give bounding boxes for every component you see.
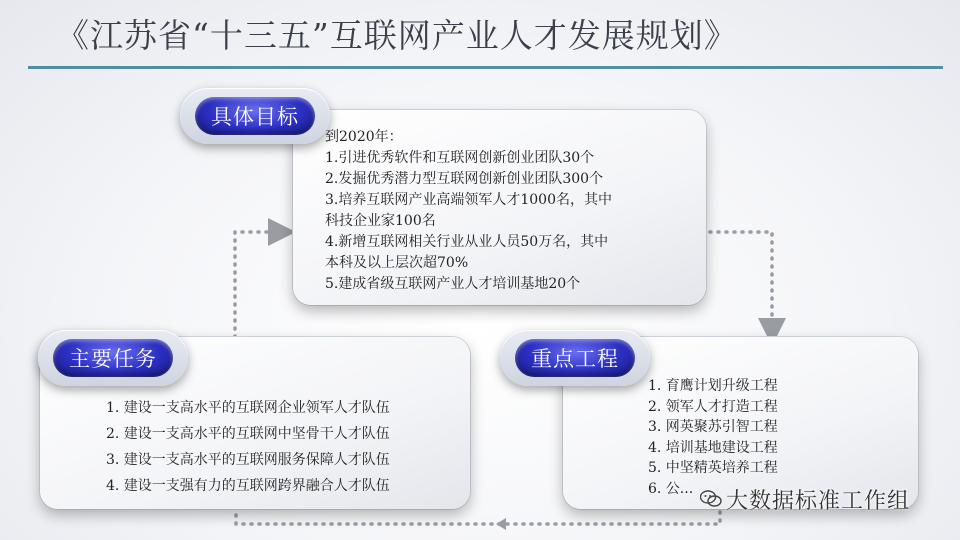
projects-line: 2. 领军人才打造工程 [648, 398, 778, 415]
arrow-bottom-mid [496, 518, 506, 530]
goals-line: 1.引进优秀软件和互联网创新创业团队30个 [325, 150, 595, 166]
goals-line: 5.建成省级互联网产业人才培训基地20个 [325, 276, 581, 292]
goals-line: 到2020年： [325, 129, 403, 145]
tasks-line: 2. 建设一支高水平的互联网中坚骨干人才队伍 [106, 426, 390, 442]
goals-badge-label: 具体目标 [195, 97, 315, 135]
goals-line: 2.发掘优秀潜力型互联网创新创业团队300个 [325, 171, 604, 187]
tasks-badge-label: 主要任务 [53, 339, 173, 377]
tasks-line: 4. 建设一支强有力的互联网跨界融合人才队伍 [106, 478, 390, 494]
tasks-list [106, 395, 390, 499]
projects-list [648, 376, 778, 499]
goals-line: 3.培养互联网产业高端领军人才1000名，其中 [325, 192, 612, 208]
tasks-line: 1. 建设一支高水平的互联网企业领军人才队伍 [106, 400, 390, 416]
watermark: 大数据标准工作组 [726, 489, 911, 514]
tasks-badge [38, 330, 188, 386]
page-title: 《江苏省“十三五”互联网产业人才发展规划》 [56, 16, 738, 55]
projects-line: 5. 中坚精英培养工程 [648, 460, 778, 476]
projects-badge [500, 330, 650, 386]
connector-goals-to-projects [710, 232, 772, 332]
goals-line: 4.新增互联网相关行业从业人员50万名，其中 [325, 234, 609, 250]
projects-line: 1. 育鹰计划升级工程 [648, 378, 778, 394]
projects-line: 6. 公... [648, 480, 694, 497]
connector-projects-to-tasks [236, 512, 720, 524]
wechat-icon [700, 490, 722, 508]
projects-line: 3. 网英聚苏引智工程 [648, 419, 778, 435]
projects-line: 4. 培训基地建设工程 [648, 439, 778, 456]
projects-badge-label: 重点工程 [515, 339, 635, 377]
goals-line: 科技企业家100名 [325, 213, 436, 229]
connector-tasks-to-goals [235, 232, 282, 337]
goals-line: 本科及以上层次超70% [325, 255, 469, 271]
goals-list [325, 127, 612, 295]
tasks-line: 3. 建设一支高水平的互联网服务保障人才队伍 [106, 452, 390, 468]
goals-badge [180, 88, 330, 144]
